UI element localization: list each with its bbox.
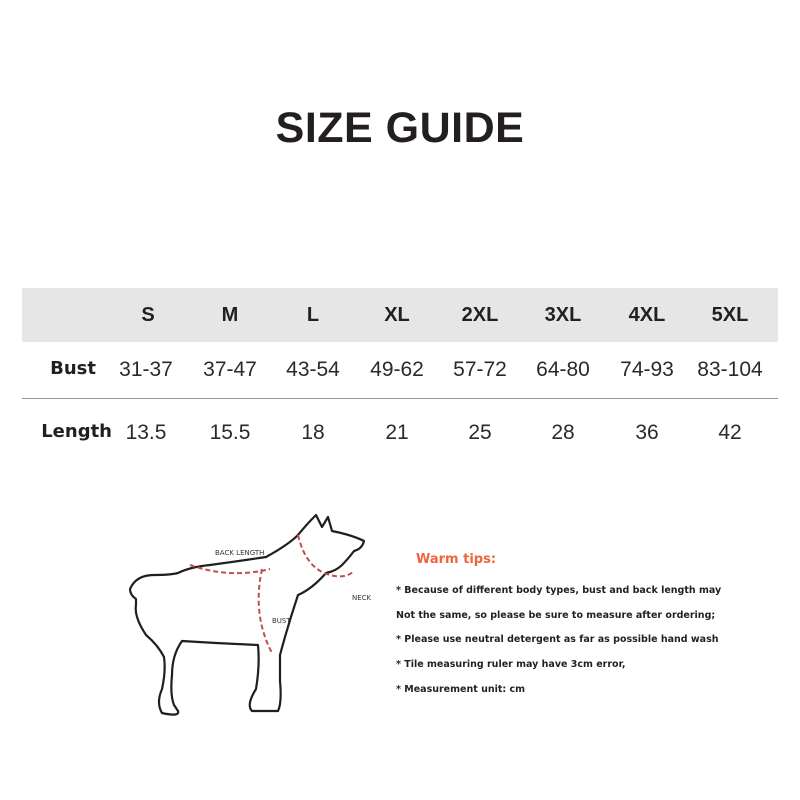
table-cell: 49-62 — [370, 358, 424, 381]
bust-label: BUST — [272, 617, 291, 625]
table-cell: 37-47 — [203, 358, 257, 381]
table-cell: 21 — [385, 421, 409, 444]
neck-label: NECK — [352, 594, 372, 602]
neck-line — [298, 535, 354, 576]
row-label-bust: Bust — [50, 358, 96, 379]
table-cell: 42 — [718, 421, 742, 444]
table-cell: 64-80 — [536, 358, 590, 381]
row-label-length: Length — [41, 421, 112, 442]
table-cell: 15.5 — [209, 421, 251, 444]
table-cell: 36 — [635, 421, 659, 444]
table-cell: 83-104 — [697, 358, 763, 381]
warm-tips-title: Warm tips: — [416, 552, 497, 567]
table-cell: 57-72 — [453, 358, 507, 381]
table-cell: 13.5 — [125, 421, 167, 444]
page-title: SIZE GUIDE — [275, 104, 525, 152]
tip-line: * Tile measuring ruler may have 3cm error, — [396, 659, 626, 670]
tip-line: * Measurement unit: cm — [396, 684, 526, 695]
size-header-cell: M — [221, 304, 239, 326]
size-table — [22, 288, 778, 463]
bust-line — [259, 569, 272, 653]
table-cell: 28 — [551, 421, 575, 444]
tip-line: Not the same, so please be sure to measure after ordering; — [396, 610, 716, 621]
back-length-label: BACK LENGTH — [215, 549, 265, 557]
tip-line: * Please use neutral detergent as far as possible hand wash — [396, 634, 719, 645]
size-header-cell: L — [306, 304, 320, 326]
size-header-cell: 5XL — [711, 304, 749, 326]
table-cell: 18 — [301, 421, 325, 444]
size-header-row — [22, 288, 778, 342]
table-cell: 25 — [468, 421, 492, 444]
table-cell: 74-93 — [620, 358, 674, 381]
table-cell: 43-54 — [286, 358, 340, 381]
size-header-cell: 3XL — [544, 304, 582, 326]
tip-line: * Because of different body types, bust and back length may — [396, 585, 722, 596]
table-cell: 31-37 — [119, 358, 173, 381]
size-header-cell: XL — [384, 304, 410, 326]
size-header-cell: S — [141, 304, 155, 326]
length-row — [22, 399, 778, 463]
dog-measurement-diagram — [120, 505, 390, 720]
size-header-cell: 4XL — [628, 304, 666, 326]
size-header-cell: 2XL — [461, 304, 499, 326]
bust-row — [22, 342, 778, 399]
dog-outline — [130, 515, 364, 715]
